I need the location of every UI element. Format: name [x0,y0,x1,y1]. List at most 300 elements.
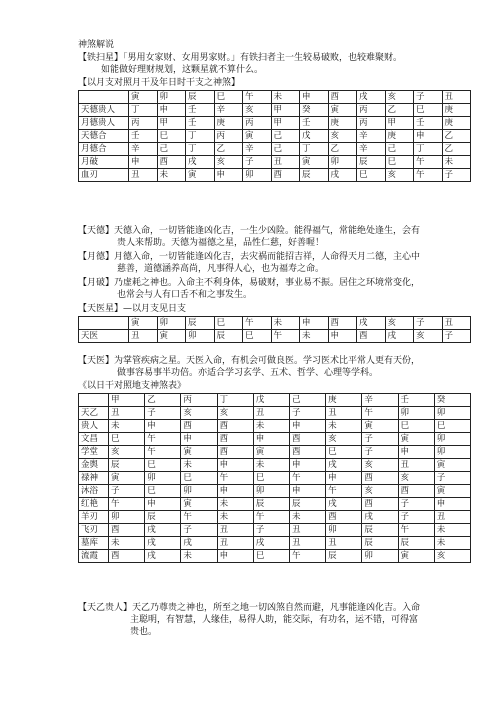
table-row [79,130,471,143]
table-cell: 丑 [398,459,434,472]
table-cell: 卯 [434,446,470,459]
table-cell: 未 [217,511,253,524]
table-row [79,143,471,156]
table-cell: 午 [326,485,362,498]
table-cell: 戌 [253,537,289,550]
table-cell: 午 [362,407,398,420]
header-cell: 卯 [157,317,186,330]
table-cell: 午 [109,498,145,511]
row-label: 天医 [79,330,129,343]
table-cell: 午 [289,550,325,563]
table-cell: 未 [253,459,289,472]
table-cell: 乙 [442,143,471,156]
table-cell: 丑 [129,330,158,343]
table-cell: 寅 [186,169,215,182]
row-label: 文昌 [79,433,109,446]
table-cell: 辰 [289,498,325,511]
table-cell: 寅 [109,472,145,485]
table-cell: 戌 [326,498,362,511]
table-cell: 丑 [326,537,362,550]
table-cell: 子 [109,485,145,498]
header-cell: 午 [243,317,272,330]
table-cell: 辰 [214,330,243,343]
header-cell: 丑 [442,317,471,330]
tianyi-guiren-line-3: 贵也。 [130,627,158,637]
table-cell: 戌 [145,524,181,537]
table-cell: 甲 [271,117,300,130]
header-cell: 丙 [181,394,217,407]
table-cell: 丁 [300,143,329,156]
header-cell: 己 [289,394,325,407]
table-cell: 巳 [385,156,414,169]
yuepo-line-2: 也常会与人有口舌不和之事发生。 [117,290,253,300]
table-cell: 酉 [362,498,398,511]
table-cell: 卯 [253,485,289,498]
row-label: 学堂 [79,446,109,459]
table-cell: 酉 [217,433,253,446]
row-label: 金舆 [79,459,109,472]
table-row [79,550,471,563]
table-row [79,330,471,343]
table-cell: 巳 [434,420,470,433]
table-cell: 申 [289,485,325,498]
table-cell: 子 [181,524,217,537]
table-cell: 亥 [414,330,443,343]
table-cell: 酉 [157,156,186,169]
table-cell: 己 [271,130,300,143]
table-cell: 己 [385,143,414,156]
table-cell: 庚 [385,130,414,143]
table-cell: 酉 [217,446,253,459]
header-cell: 亥 [385,91,414,104]
table-row [79,472,471,485]
table-cell: 卯 [145,472,181,485]
table-cell: 巳 [145,485,181,498]
table-cell: 寅 [181,498,217,511]
table-cell: 丑 [434,511,470,524]
table-cell: 壬 [186,104,215,117]
table-cell: 酉 [362,472,398,485]
header-cell: 未 [271,91,300,104]
table-cell: 辰 [362,524,398,537]
table-cell: 子 [434,472,470,485]
table-cell: 未 [442,156,471,169]
header-cell: 壬 [398,394,434,407]
table-cell: 丙 [357,117,386,130]
table-cell: 巳 [243,330,272,343]
yuede-line-2: 慈善，道德涵养高尚，凡事得人心，也为福寿之命。 [117,264,325,274]
table-cell: 寅 [434,459,470,472]
table-cell: 亥 [214,156,243,169]
header-cell: 乙 [145,394,181,407]
tianyi-line-2: 做事容易事半功倍。亦适合学习玄学、五术、哲学、心理等学科。 [117,368,379,378]
row-label: 流霞 [79,550,109,563]
table-cell: 未 [434,537,470,550]
row-label: 天乙 [79,407,109,420]
table-cell: 午 [398,524,434,537]
table-cell: 辰 [326,550,362,563]
table-cell: 乙 [214,143,243,156]
row-label: 飞刃 [79,524,109,537]
yuede-text-1: 月德入命，一切皆能逢凶化吉，去灾祸而能招吉祥，人命得天月二德，主心中 [114,252,421,262]
table-cell: 未 [300,330,329,343]
row-label: 红艳 [79,498,109,511]
tiande-line-2: 贵人来帮助。天德为福德之星，品性仁慈，好善喔！ [117,238,325,248]
table-cell: 亥 [328,130,357,143]
table-cell: 午 [181,511,217,524]
yuepo-text-1: 乃虚耗之神也。入命主不利身体，易破财，事业易不振。居住之环境常变化， [114,278,421,288]
table-cell: 丙 [243,117,272,130]
table-cell: 丑 [253,407,289,420]
table-cell: 巳 [109,433,145,446]
header-cell: 卯 [157,91,186,104]
table-cell: 亥 [362,459,398,472]
table-cell: 戊 [300,130,329,143]
table-cell: 寅 [398,433,434,446]
table-cell: 巳 [253,550,289,563]
table-cell: 壬 [300,117,329,130]
table-cell: 巳 [414,104,443,117]
table-cell: 卯 [434,433,470,446]
table-cell: 亥 [109,446,145,459]
table1-caption: 【以月支对照月干及年日时干支之神煞】 [78,78,241,88]
table-cell: 巳 [145,459,181,472]
table-cell: 丑 [129,169,158,182]
table-cell: 丑 [289,524,325,537]
table-cell: 戌 [362,511,398,524]
table-cell: 酉 [289,433,325,446]
table-cell: 巳 [181,472,217,485]
table-row [79,498,471,511]
table-cell: 未 [109,420,145,433]
table-cell: 寅 [157,330,186,343]
table-cell: 酉 [398,485,434,498]
table-cell: 亥 [434,550,470,563]
table2-caption: 【天医星】—以月支见日支 [78,304,187,314]
table-cell: 酉 [181,420,217,433]
table3-caption: 《以日干对照地支神煞表》 [78,381,187,391]
table-cell: 辛 [214,104,243,117]
table-cell: 寅 [181,446,217,459]
header-cell [79,91,129,104]
table-row [79,433,471,446]
yuepo-tag: 【月破】 [78,278,115,288]
table-cell: 酉 [326,511,362,524]
table-cell: 卯 [186,330,215,343]
table-cell: 丙 [357,104,386,117]
table-cell: 辰 [362,537,398,550]
row-label: 月德贵人 [79,117,129,130]
table-row [79,459,471,472]
table-cell: 寅 [362,420,398,433]
table-row [79,420,471,433]
table-cell: 己 [157,143,186,156]
table-cell: 辛 [129,143,158,156]
table-cell: 申 [414,130,443,143]
table-cell: 丑 [217,524,253,537]
header-cell: 戌 [357,317,386,330]
table-cell: 寅 [434,485,470,498]
table-cell: 巳 [326,446,362,459]
table-cell: 卯 [398,407,434,420]
table-cell: 戌 [328,169,357,182]
table-cell: 子 [398,511,434,524]
tiande-tag: 【天德】 [78,226,115,236]
table-cell: 庚 [214,117,243,130]
table-cell: 申 [217,485,253,498]
table-cell: 子 [362,433,398,446]
table-cell: 未 [434,524,470,537]
table-cell: 辰 [300,169,329,182]
table-cell: 子 [362,446,398,459]
table-cell: 寅 [328,104,357,117]
table-cell: 丑 [217,537,253,550]
table-cell: 巳 [357,169,386,182]
table-cell: 午 [145,446,181,459]
table-cell: 亥 [217,407,253,420]
header-cell: 寅 [129,317,158,330]
header-cell: 癸 [434,394,470,407]
table-cell: 卯 [181,485,217,498]
table-cell: 寅 [253,446,289,459]
table-cell: 酉 [357,330,386,343]
table-cell: 辛 [357,130,386,143]
tianyi-text-1: 为掌管疾病之星。天医入命，有机会可做良医。学习医术比平常人更有天份， [114,356,421,366]
tiesao-line-1 [78,53,470,64]
table-cell: 申 [145,498,181,511]
table-cell: 酉 [289,446,325,459]
header-cell: 申 [300,317,329,330]
row-label: 沐浴 [79,485,109,498]
table-cell: 子 [145,407,181,420]
tiesao-text-1: 「男用女家财、女用男家财。」有铁扫者主一生较易破败，也较难聚财。 [123,53,403,63]
table-cell: 戌 [385,330,414,343]
page-title: 神煞解说 [78,40,115,50]
table-cell: 子 [289,407,325,420]
table-cell: 午 [253,511,289,524]
table-cell: 乙 [328,143,357,156]
table-cell: 子 [253,524,289,537]
header-cell: 巳 [214,91,243,104]
tiande-text-1: 天德入命，一切皆能逢凶化吉，一生少凶险。能得福气，常能绝处逢生，会有 [114,226,421,236]
header-cell: 酉 [328,91,357,104]
row-label: 禄神 [79,472,109,485]
tianyi-line-1 [78,356,470,367]
table-day-stem [78,393,471,563]
table-cell: 丁 [414,143,443,156]
table-cell: 丑 [326,407,362,420]
table-cell: 辰 [398,537,434,550]
table-cell: 酉 [271,169,300,182]
table-cell: 卯 [109,511,145,524]
table-cell: 寅 [300,156,329,169]
header-cell [79,394,109,407]
tianyi-guiren-text-1: 天乙乃尊贵之神也，所至之地一切凶煞自然而避，凡事能逢凶化吉。入命 [132,603,421,613]
table-cell: 未 [326,420,362,433]
table-cell: 辰 [253,498,289,511]
table-cell: 子 [243,156,272,169]
header-cell: 子 [414,91,443,104]
table-row [79,511,471,524]
table-cell: 戌 [145,537,181,550]
header-cell: 午 [243,91,272,104]
table-cell: 甲 [157,117,186,130]
table-cell: 癸 [300,104,329,117]
table-cell: 午 [414,169,443,182]
table-cell: 子 [442,169,471,182]
header-cell: 丑 [442,91,471,104]
table-cell: 未 [109,537,145,550]
tianyi-guiren-tag: 【天乙贵人】 [78,603,133,613]
yuede-tag: 【月德】 [78,252,115,262]
table-cell: 卯 [434,407,470,420]
table-cell: 午 [217,472,253,485]
table-cell: 寅 [243,130,272,143]
table-cell: 申 [289,420,325,433]
table-cell: 卯 [326,524,362,537]
table-cell: 辰 [145,511,181,524]
table-cell: 壬 [129,130,158,143]
table-cell: 庚 [328,117,357,130]
table-cell: 未 [181,550,217,563]
table-cell: 午 [414,156,443,169]
table-cell: 乙 [385,104,414,117]
table-cell: 亥 [398,472,434,485]
table-cell: 酉 [109,524,145,537]
header-cell: 戌 [357,91,386,104]
table-month-branch [78,90,471,182]
row-label: 月德合 [79,143,129,156]
table-cell: 申 [129,156,158,169]
header-cell: 亥 [385,317,414,330]
tianyi-guiren-line-1 [78,603,470,614]
table-cell: 午 [271,330,300,343]
tianyi-guiren-line-2: 主聪明，有智慧，人缘佳，易得人助，能交际，有功名，运不错，可得富 [130,615,419,625]
table-cell: 子 [442,330,471,343]
header-cell: 丁 [217,394,253,407]
table-cell: 申 [217,550,253,563]
table-cell: 申 [328,330,357,343]
table-header-row [79,91,471,104]
tiande-line-1 [78,226,470,237]
table-cell: 申 [434,498,470,511]
row-label: 墓库 [79,537,109,550]
row-label: 天德贵人 [79,104,129,117]
row-label: 羊刃 [79,511,109,524]
table-cell: 申 [157,104,186,117]
header-cell: 甲 [109,394,145,407]
header-cell: 辰 [186,91,215,104]
table-cell: 丙 [129,117,158,130]
table-cell: 巳 [253,472,289,485]
table-cell: 戌 [145,550,181,563]
table-cell: 巳 [398,420,434,433]
table-cell: 丁 [186,130,215,143]
table-row [79,156,471,169]
table-cell: 甲 [385,117,414,130]
header-cell: 酉 [328,317,357,330]
table-header-row [79,394,471,407]
table-row [79,524,471,537]
table-cell: 卯 [362,550,398,563]
table-tianyi-star [78,316,471,343]
table-cell: 申 [326,472,362,485]
table-cell: 辰 [109,459,145,472]
tiesao-line-2: 如能做好理财规划，这颗星就不算什么。 [101,65,264,75]
table-cell: 壬 [186,117,215,130]
table-cell: 申 [217,459,253,472]
header-cell: 巳 [214,317,243,330]
table-cell: 午 [289,472,325,485]
table-cell: 亥 [385,169,414,182]
table-cell: 巳 [157,130,186,143]
table-cell: 庚 [442,117,471,130]
table-cell: 丑 [109,407,145,420]
table-cell: 辛 [243,143,272,156]
table-cell: 丁 [129,104,158,117]
table-cell: 丙 [214,130,243,143]
table-row [79,117,471,130]
table-row [79,446,471,459]
tianyi-tag: 【天医】 [78,356,115,366]
table-cell: 戌 [326,459,362,472]
header-cell: 子 [414,317,443,330]
table-row [79,485,471,498]
table-cell: 庚 [442,104,471,117]
table-cell: 辛 [357,143,386,156]
header-cell: 辛 [362,394,398,407]
table-cell: 申 [253,433,289,446]
table-cell: 申 [289,459,325,472]
row-label: 天德合 [79,130,129,143]
header-cell [79,317,129,330]
row-label: 血刃 [79,169,129,182]
table-cell: 未 [217,498,253,511]
table-cell: 戌 [181,537,217,550]
table-cell: 卯 [243,169,272,182]
table-cell: 未 [157,169,186,182]
header-cell: 辰 [186,317,215,330]
table-cell: 未 [253,420,289,433]
table-cell: 丁 [186,143,215,156]
row-label: 贵人 [79,420,109,433]
table-row [79,169,471,182]
header-cell: 申 [300,91,329,104]
table-cell: 亥 [326,433,362,446]
table-cell: 酉 [217,420,253,433]
tiesao-tag: 【铁扫星】 [78,53,124,63]
table-cell: 卯 [328,156,357,169]
table-cell: 酉 [109,550,145,563]
table-cell: 己 [271,143,300,156]
table-cell: 未 [181,459,217,472]
table-cell: 壬 [414,117,443,130]
table-cell: 申 [145,420,181,433]
table-row [79,537,471,550]
row-label: 月破 [79,156,129,169]
table-row [79,104,471,117]
table-cell: 子 [398,498,434,511]
table-cell: 丑 [289,537,325,550]
table-cell: 亥 [181,407,217,420]
table-cell: 亥 [362,485,398,498]
table-cell: 戌 [186,156,215,169]
table-cell: 寅 [398,550,434,563]
header-cell: 寅 [129,91,158,104]
table-cell: 乙 [442,130,471,143]
table-header-row [79,317,471,330]
header-cell: 未 [271,317,300,330]
